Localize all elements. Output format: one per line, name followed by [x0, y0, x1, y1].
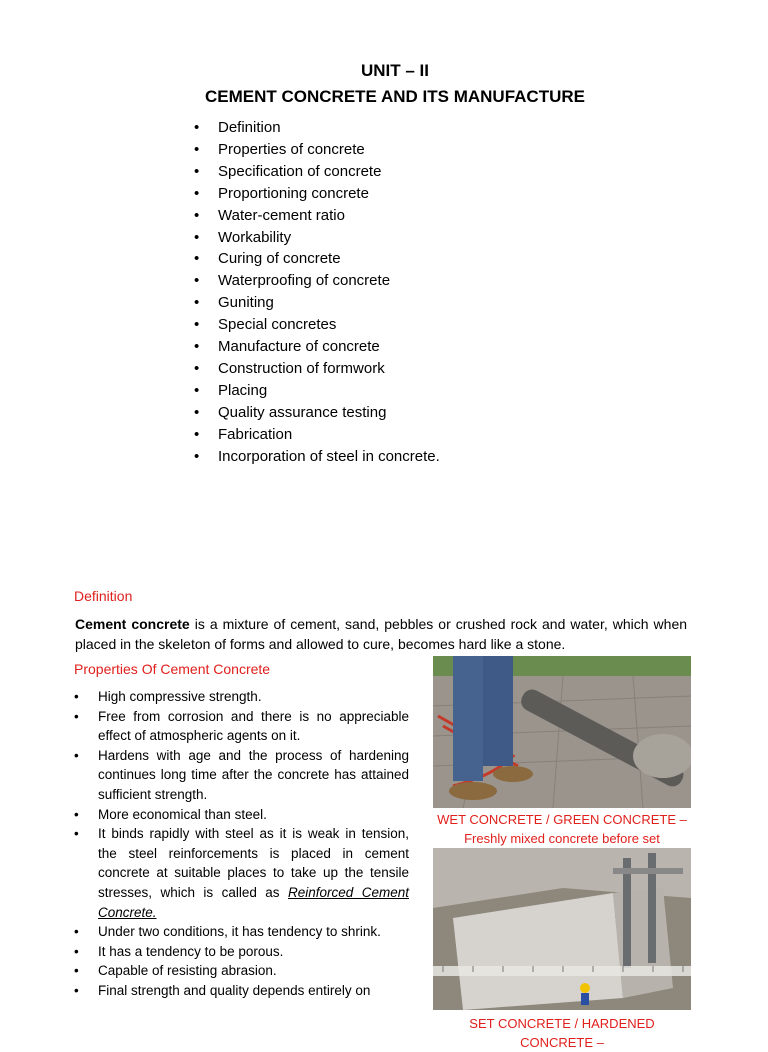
topic-item: • Guniting: [194, 292, 440, 314]
property-item: [74, 824, 409, 922]
property-item: • More economical than steel.: [74, 805, 409, 825]
definition-paragraph: [75, 614, 687, 654]
topic-item: • Definition: [194, 117, 440, 139]
property-item: • Under two conditions, it has tendency to shrink.: [74, 922, 409, 942]
property-text: It binds rapidly with steel as it is weak in tension, the steel reinforcements is placed in cement concrete at suitable places to take up the tensile stresses, which is called as: [98, 826, 409, 900]
rcc-term: Reinforced Cement Concrete.: [98, 884, 409, 920]
definition-heading: Definition: [74, 588, 133, 604]
definition-text: is a mixture of cement, sand, pebbles or crushed rock and water, which when placed in the skeleton of forms and allowed to cure, becomes hard like a stone.: [75, 616, 688, 652]
set-concrete-photo: [433, 848, 691, 1010]
topics-list: [194, 117, 440, 468]
topic-item: • Properties of concrete: [194, 139, 440, 161]
wet-concrete-caption: [433, 810, 691, 848]
topic-item: • Proportioning concrete: [194, 183, 440, 205]
topic-item: • Curing of concrete: [194, 248, 440, 270]
topic-item: • Construction of formwork: [194, 358, 440, 380]
property-item: • High compressive strength.: [74, 687, 409, 707]
topic-item: • Placing: [194, 380, 440, 402]
topic-item: • Workability: [194, 227, 440, 249]
caption-line: WET CONCRETE / GREEN CONCRETE –: [437, 812, 687, 827]
wet-concrete-photo: [433, 656, 691, 808]
property-item: • Free from corrosion and there is no appreciable effect of atmospheric agents on it.: [74, 707, 409, 746]
page-title: CEMENT CONCRETE AND ITS MANUFACTURE: [205, 87, 585, 106]
unit-heading: UNIT – II: [360, 61, 429, 80]
topic-item: • Waterproofing of concrete: [194, 270, 440, 292]
topic-item: • Quality assurance testing: [194, 402, 440, 424]
topic-item: • Specification of concrete: [194, 161, 440, 183]
wet-concrete-illustration: [433, 656, 691, 808]
topic-item: • Special concretes: [194, 314, 440, 336]
title-block: [0, 60, 768, 108]
properties-heading: Properties Of Cement Concrete: [74, 661, 271, 677]
property-item: • It has a tendency to be porous.: [74, 942, 409, 962]
properties-list: [74, 687, 409, 1001]
topic-item: • Water-cement ratio: [194, 205, 440, 227]
set-concrete-illustration: [433, 848, 691, 1010]
set-concrete-caption: SET CONCRETE / HARDENED CONCRETE –: [469, 1016, 655, 1050]
property-item: • Final strength and quality depends entirely on: [74, 981, 409, 1001]
property-item: • Capable of resisting abrasion.: [74, 961, 409, 981]
topic-item: • Incorporation of steel in concrete.: [194, 446, 440, 468]
topic-item: • Fabrication: [194, 424, 440, 446]
definition-term: Cement concrete: [75, 616, 190, 632]
topic-item: • Manufacture of concrete: [194, 336, 440, 358]
property-item: • Hardens with age and the process of hardening continues long time after the concrete has attained sufficient strength.: [74, 746, 409, 805]
caption-line: Freshly mixed concrete before set: [464, 831, 660, 846]
